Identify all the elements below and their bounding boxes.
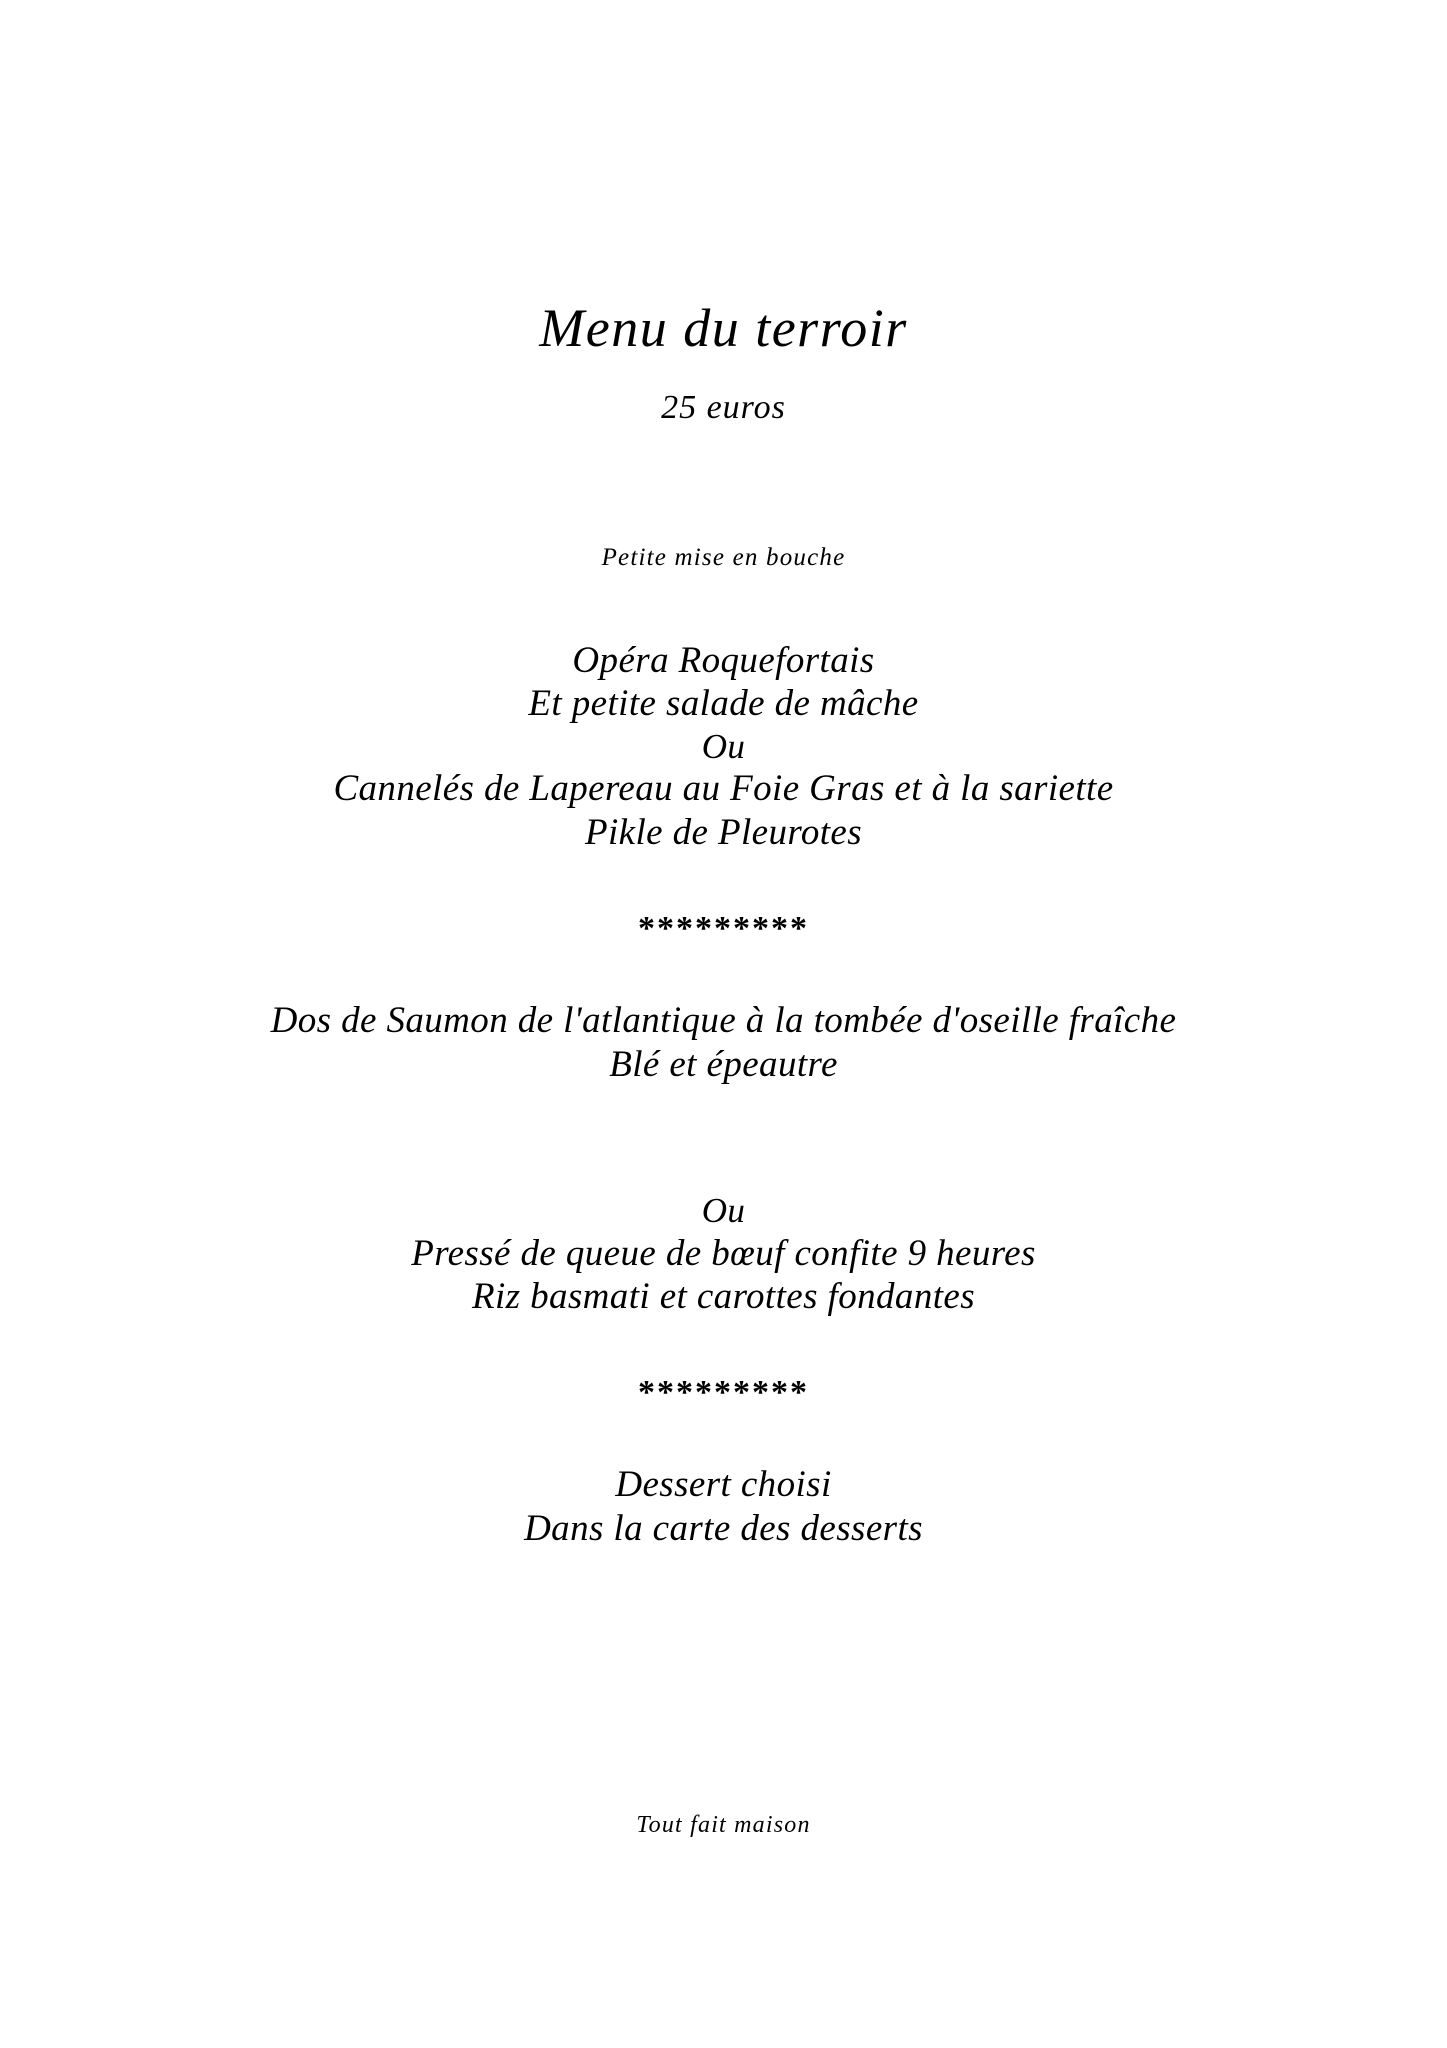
menu-item-line: Cannelés de Lapereau au Foie Gras et à la sariette [333,768,1114,810]
menu-item-line: Opéra Roquefortais [572,639,875,681]
amuse-bouche-line: Petite mise en bouche [601,544,846,572]
course-starter [0,639,1447,855]
menu-item-line: Et petite salade de mâche [528,683,919,725]
menu-price: 25 euros [661,388,786,426]
menu-item-line: Dans la carte des desserts [524,1508,923,1550]
course-main-fish [0,999,1447,1086]
menu-item-line: Riz basmati et carottes fondantes [471,1276,976,1318]
section-separator: ********* [638,909,809,947]
menu-conjunction-ou: Ou [701,1191,746,1231]
section-separator: ********* [638,1374,809,1412]
menu-item-line: Pikle de Pleurotes [584,812,863,854]
menu-item-line: Dos de Saumon de l'atlantique à la tombée d'oseille fraîche [270,1000,1177,1042]
menu-item-line: Pressé de queue de bœuf confite 9 heures [411,1232,1036,1274]
menu-conjunction-ou: Ou [701,727,746,767]
menu-item-line: Blé et épeautre [609,1043,838,1085]
menu-item-line: Dessert choisi [615,1464,832,1506]
footer-note: Tout fait maison [636,1812,811,1838]
course-main-beef [0,1190,1447,1319]
spacer [0,1086,1447,1124]
page-title: Menu du terroir [539,298,908,358]
course-dessert [0,1463,1447,1550]
